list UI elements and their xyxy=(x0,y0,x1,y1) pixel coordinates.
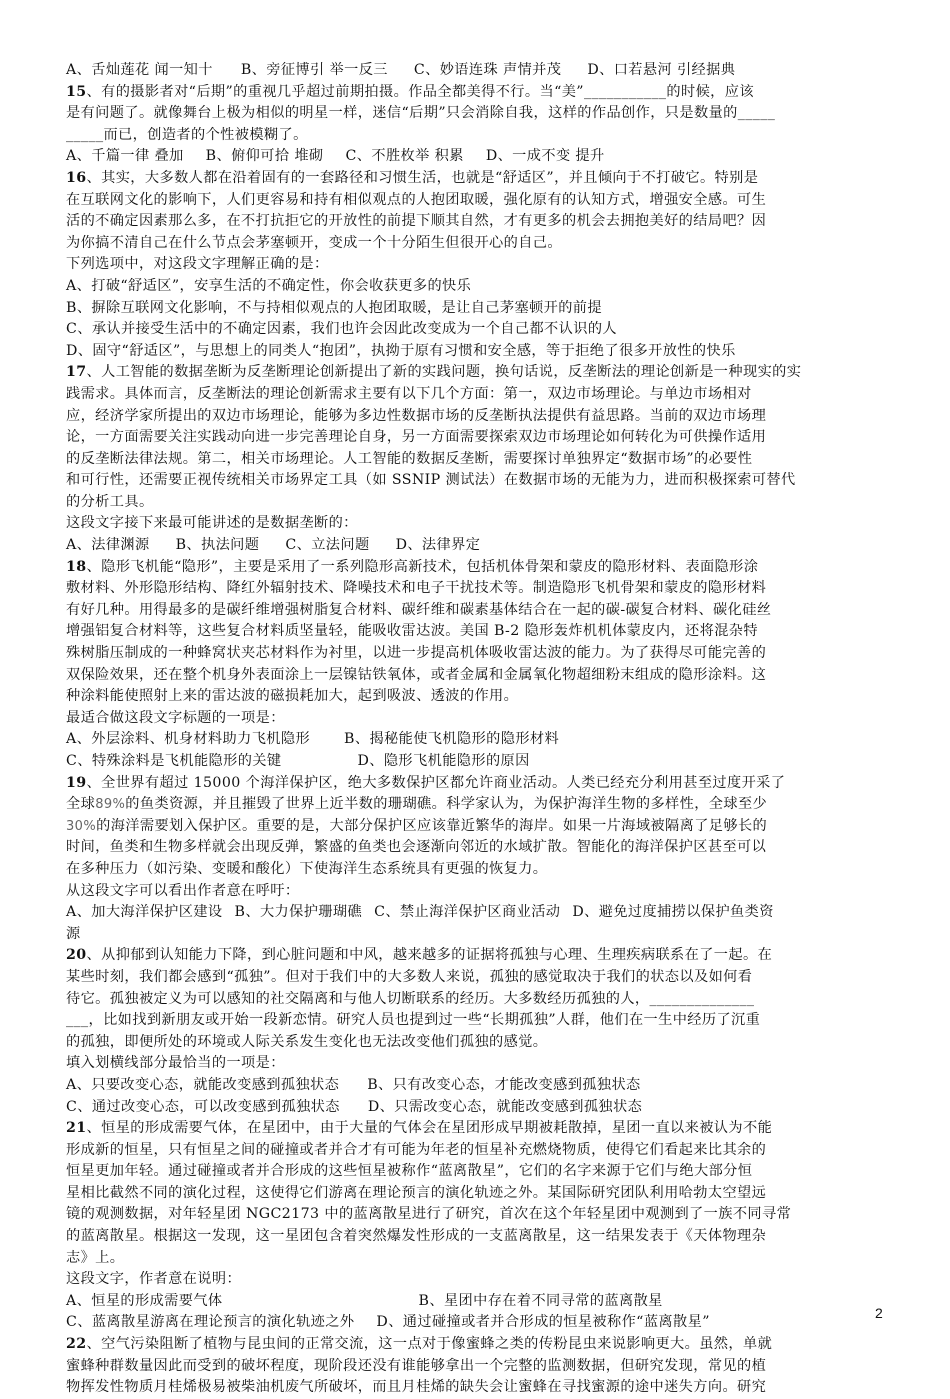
passage-line: 下列选项中，对这段文字理解正确的是： xyxy=(66,256,329,273)
question-text: 、从抑郁到认知能力下降，到心脏问题和中风，越来越多的证据将孤独与心理、生理疾病联系在了一起。在 xyxy=(86,947,773,964)
page-number: 2 xyxy=(875,1305,883,1321)
passage-line: 种涂料能使照射上来的雷达波的磁损耗加大，起到吸波、透波的作用。 xyxy=(66,688,519,705)
passage-line: 为你搞不清自己在什么节点会茅塞顿开，变成一个十分陌生但很开心的自己。 xyxy=(66,234,562,251)
question-line xyxy=(66,557,886,579)
answer-options-line xyxy=(66,1097,886,1119)
answer-option: D、口若悬河 引经据典 xyxy=(587,62,736,78)
passage-line: 最适合做这段文字标题的一项是： xyxy=(66,709,285,726)
answer-option: A、舌灿莲花 闻一知十 xyxy=(66,62,213,78)
passage-line: 这段文字接下来最可能讲述的是数据垄断的： xyxy=(66,515,358,532)
passage-text: 的海洋需要划入保护区。重要的是，大部分保护区应该靠近繁华的海岸。如果一片海域被隔离了足够长的 xyxy=(96,817,768,834)
answer-options-line xyxy=(66,60,886,82)
passage-line: 星相比截然不同的演化过程，这使得它们游离在理论预言的演化轨迹之外。某国际研究团队利用哈勃太空望远 xyxy=(66,1184,767,1201)
answer-option: C、特殊涂料是飞机能隐形的关键 xyxy=(66,753,282,769)
question-line xyxy=(66,1334,886,1356)
passage-line: 形成新的恒星，只有恒星之间的碰撞或者并合才有可能为年老的恒星补充燃烧物质，使得它们看起来比其余的 xyxy=(66,1141,767,1158)
passage-line: A、打破“舒适区”，安享生活的不确定性，你会收获更多的快乐 xyxy=(66,277,472,294)
answer-option: C、禁止海洋保护区商业活动 xyxy=(374,904,561,921)
question-number: 18 xyxy=(66,558,87,575)
percentage-figure: 30% xyxy=(66,818,97,834)
passage-line: C、承认并接受生活中的不确定因素，我们也许会因此改变成为一个自己都不认识的人 xyxy=(66,321,617,338)
answer-option: A、只要改变心态，就能改变感到孤独状态 xyxy=(66,1076,340,1093)
answer-option: B、只有改变心态，才能改变感到孤独状态 xyxy=(367,1076,641,1093)
answer-option: A、加大海洋保护区建设 xyxy=(66,904,223,921)
question-number: 17 xyxy=(66,364,87,381)
question-text: 、其实，大多数人都在沿着固有的一套路径和习惯生活，也就是“舒适区”，并且倾向于不打破它。特别是 xyxy=(86,169,759,186)
passage-line: 镜的观测数据，对年轻星团 NGC2173 中的蓝离散星进行了研究，首次在这个年轻星团中观测到了一族不同寻常 xyxy=(66,1206,792,1223)
question-text: 、全世界有超过 15000 个海洋保护区，绝大多数保护区都允许商业活动。人类已经充分利用甚至过度开采了 xyxy=(86,774,786,791)
passage-line: 的孤独，即便所处的环境或人际关系发生变化也无法改变他们孤独的感觉。 xyxy=(66,1033,548,1050)
answer-options-line xyxy=(66,751,886,773)
answer-options-line xyxy=(66,535,886,557)
passage-line: 在多种压力（如污染、变暖和酸化）下使海洋生态系统具有更强的恢复力。 xyxy=(66,860,548,877)
passage-line: 填入划横线部分最恰当的一项是： xyxy=(66,1055,285,1072)
answer-option: C、立法问题 xyxy=(285,537,370,554)
percentage-figure: 89% xyxy=(95,797,126,813)
question-number: 21 xyxy=(66,1120,87,1137)
question-line xyxy=(66,82,886,104)
question-line xyxy=(66,1118,886,1140)
question-line xyxy=(66,773,886,795)
answer-option: D、通过碰撞或者并合形成的恒星被称作“蓝离散星” xyxy=(376,1314,710,1331)
answer-option: D、法律界定 xyxy=(395,537,481,554)
answer-option: A、法律渊源 xyxy=(66,537,150,554)
answer-option: A、千篇一律 叠加 xyxy=(66,148,184,165)
question-number: 19 xyxy=(66,774,87,791)
passage-line: 待它。孤独被定义为可以感知的社交隔离和与他人切断联系的经历。大多数经历孤独的人，______________ xyxy=(66,990,755,1007)
answer-option: B、旁征博引 举一反三 xyxy=(240,62,388,78)
passage-line: 践需求。具体而言，反垄断法的理论创新需求主要有以下几个方面：第一，双边市场理论。与单边市场相对 xyxy=(66,385,752,402)
answer-option: C、妙语连珠 声情并茂 xyxy=(413,62,562,78)
question-number: 16 xyxy=(66,169,87,186)
passage-line: 恒星更加年轻。通过碰撞或者并合形成的这些恒星被称作“蓝离散星”，它们的名字来源于它们与绝大部分恒 xyxy=(66,1163,753,1180)
exam-page-body xyxy=(66,60,886,1399)
answer-option: A、恒星的形成需要气体 xyxy=(66,1292,223,1309)
question-number: 20 xyxy=(66,947,87,964)
passage-line: 论，一方面需要关注实践动向进一步完善理论自身，另一方面需要探索双边市场理论如何转化为可供操作适用 xyxy=(66,429,767,446)
passage-line: 志》上。 xyxy=(66,1249,125,1266)
passage-line: 应，经济学家所提出的双边市场理论，能够为多边性数据市场的反垄断执法提供有益思路。当前的双边市场理 xyxy=(66,407,767,424)
question-number: 22 xyxy=(66,1336,87,1353)
passage-line: 从这段文字可以看出作者意在呼吁： xyxy=(66,882,300,899)
answer-options-line xyxy=(66,1291,886,1313)
question-number: 15 xyxy=(66,83,87,100)
answer-option: C、通过改变心态，可以改变感到孤独状态 xyxy=(66,1098,340,1115)
passage-line: 双保险效果，还在整个机身外表面涂上一层镍钴铁氧体，或者金属和金属氧化物超细粉末组成的隐形涂料。这 xyxy=(66,666,767,683)
question-text: 、恒星的形成需要气体，在星团中，由于大量的气体会在星团形成早期被耗散掉，星团一直以来被认为不能 xyxy=(86,1120,773,1137)
passage-line: 活的不确定因素那么多，在不打抗拒它的开放性的前提下顺其自然，才有更多的机会去拥抱美好的结局吧？因 xyxy=(66,213,767,230)
answer-option: C、不胜枚举 积累 xyxy=(345,148,464,165)
answer-option: D、一成不变 提升 xyxy=(485,148,605,165)
question-line xyxy=(66,945,886,967)
passage-line: 殊树脂压制成的一种蜂窝状夹芯材料作为衬里，以进一步提高机体吸收雷达波的能力。为了获得尽可能完善的 xyxy=(66,645,767,662)
passage-line: 的蓝离散星。根据这一发现，这一星团包含着突然爆发性形成的一支蓝离散星，这一结果发表于《天体物理杂 xyxy=(66,1228,767,1245)
passage-line: 时间，鱼类和生物多样就会出现反弹，繁盛的鱼类也会逐渐向邻近的水域扩散。智能化的海洋保护区甚至可以 xyxy=(66,839,767,856)
passage-line: B、摒除互联网文化影响，不与持相似观点的人抱团取暖，是让自己茅塞顿开的前提 xyxy=(66,299,602,316)
answer-option: D、隐形飞机能隐形的原因 xyxy=(357,753,530,769)
answer-option: D、避免过度捕捞以保护鱼类资 xyxy=(572,904,774,921)
answer-options-line xyxy=(66,902,886,924)
answer-option: B、揭秘能使飞机隐形的隐形材料 xyxy=(344,731,560,748)
passage-line: 增强铝复合材料等，这些复合材料质坚量轻，能吸收雷达波。美国 B-2 隐形轰炸机机体蒙皮内，还将混杂特 xyxy=(66,623,758,640)
passage-text: 全球 xyxy=(66,796,96,813)
passage-line xyxy=(66,816,886,838)
passage-line xyxy=(66,794,886,816)
passage-line: 这段文字，作者意在说明： xyxy=(66,1271,242,1288)
answer-option: B、俯仰可拾 堆砌 xyxy=(205,148,324,165)
answer-options-line xyxy=(66,1075,886,1097)
question-line xyxy=(66,362,886,384)
passage-line: 的反垄断法律法规。第二，相关市场理论。人工智能的数据反垄断，需要探讨单独界定“数据市场”的必要性 xyxy=(66,450,753,467)
passage-line: 某些时刻，我们都会感到“孤独”。但对于我们中的大多数人来说，孤独的感觉取决于我们的状态以及如何看 xyxy=(66,968,753,985)
question-text: 、有的摄影者对“后期”的重视几乎超过前期拍摄。作品全都美得不行。当“美”___________的时候，应该 xyxy=(86,83,754,100)
answer-option: D、只需改变心态，就能改变感到孤独状态 xyxy=(367,1098,643,1115)
question-line xyxy=(66,168,886,190)
question-text: 、人工智能的数据垄断为反垄断理论创新提出了新的实践问题，换句话说，反垄断法的理论创新是一种现实的实 xyxy=(86,364,802,381)
passage-line: 敷材料、外形隐形结构、降红外辐射技术、降噪技术和电子干扰技术等。制造隐形飞机骨架和蒙皮的隐形材料 xyxy=(66,580,767,597)
answer-options-line xyxy=(66,1312,886,1334)
passage-line: D、固守“舒适区”，与思想上的同类人“抱团”，执拗于原有习惯和安全感，等于拒绝了很多开放性的快乐 xyxy=(66,342,736,359)
answer-option: B、星团中存在着不同寻常的蓝离散星 xyxy=(418,1292,663,1309)
answer-option: B、大力保护珊瑚礁 xyxy=(234,904,363,921)
passage-text: 的鱼类资源，并且摧毁了世界上近半数的珊瑚礁。科学家认为，为保护海洋生物的多样性，全球至少 xyxy=(125,796,768,813)
passage-line: ___，比如找到新朋友或开始一段新恋情。研究人员也提到过一些“长期孤独”人群，他们在一生中经历了沉重 xyxy=(66,1012,761,1029)
answer-options-line xyxy=(66,146,886,168)
answer-options-line xyxy=(66,729,886,751)
passage-line: 有好几种。用得最多的是碳纤维增强树脂复合材料、碳纤维和碳素基体结合在一起的碳-碳复合材料、碳化硅丝 xyxy=(66,601,772,618)
passage-line: 蜜蜂种群数量因此而受到的破坏程度，现阶段还没有谁能够拿出一个完整的监测数据，但研究发现，常见的植 xyxy=(66,1357,767,1374)
answer-option: C、蓝离散星游离在理论预言的演化轨迹之外 xyxy=(66,1314,355,1331)
passage-line: 是有问题了。就像舞台上极为相似的明星一样，迷信“后期”只会消除自我，这样的作品创作，只是数量的_____ xyxy=(66,105,776,122)
passage-line: 和可行性，还需要正视传统相关市场界定工具（如 SSNIP 测试法）在数据市场的无能为力，进而积极探索可替代 xyxy=(66,472,796,489)
question-text: 、隐形飞机能“隐形”，主要是采用了一系列隐形高新技术，包括机体骨架和蒙皮的隐形材料、表面隐形涂 xyxy=(86,558,759,575)
passage-line: 的分析工具。 xyxy=(66,493,154,510)
passage-line: 源 xyxy=(66,925,81,942)
passage-line: _____而已，创造者的个性被模糊了。 xyxy=(66,126,308,143)
answer-option: A、外层涂料、机身材料助力飞机隐形 xyxy=(66,731,311,748)
passage-line: 在互联网文化的影响下，人们更容易和持有相似观点的人抱团取暖，强化原有的认知方式，增强安全感。可生 xyxy=(66,191,767,208)
passage-line: 物挥发性物质月桂烯极易被柴油机废气所破坏，而且月桂烯的缺失会让蜜蜂在寻找蜜源的途中迷失方向。研究 xyxy=(66,1379,767,1396)
answer-option: B、执法问题 xyxy=(175,537,260,554)
question-text: 、空气污染阻断了植物与昆虫间的正常交流，这一点对于像蜜蜂之类的传粉昆虫来说影响更大。虽然，单就 xyxy=(86,1336,773,1353)
